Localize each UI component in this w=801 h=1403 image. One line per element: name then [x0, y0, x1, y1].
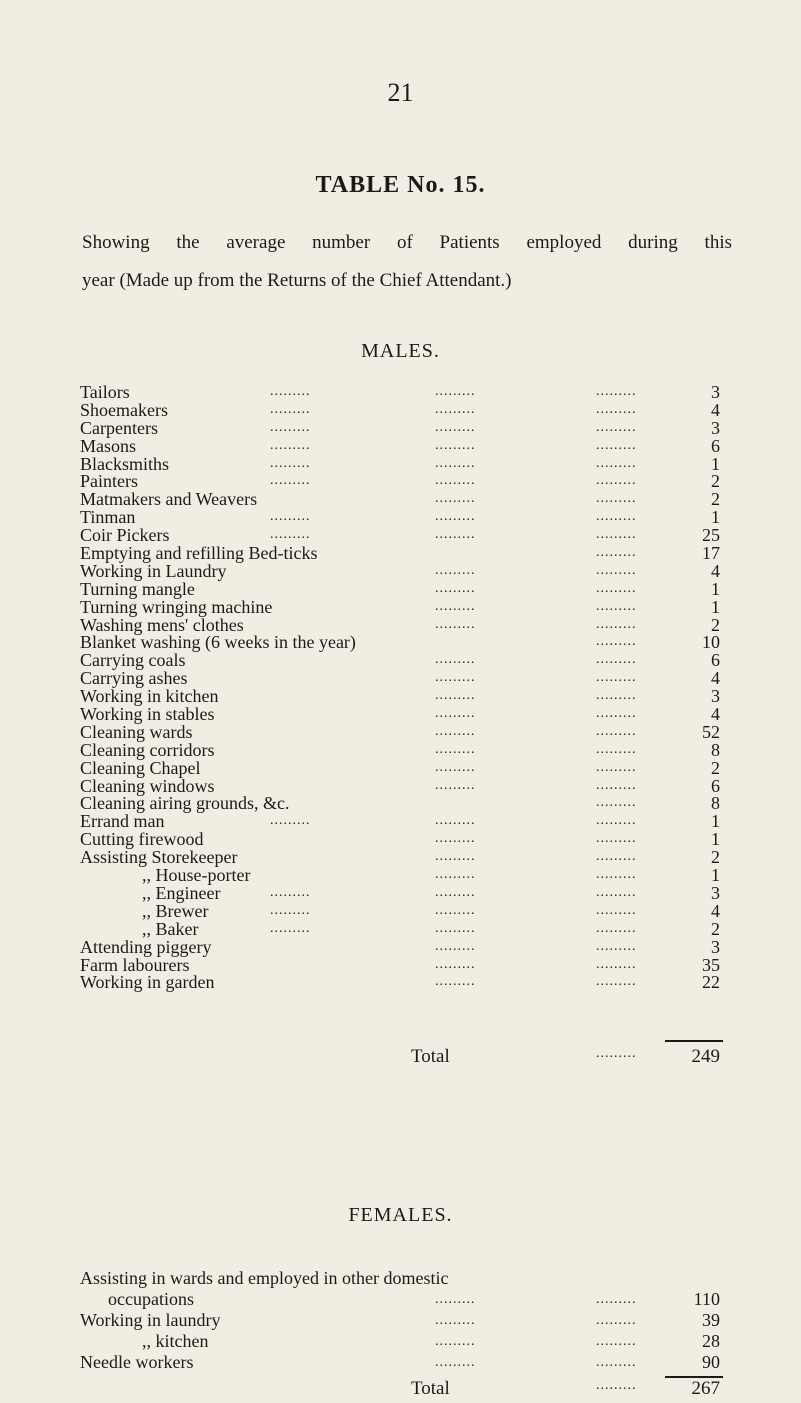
table-row: [80, 633, 720, 651]
table-row: [80, 956, 720, 974]
table-row: [80, 598, 720, 616]
leader-dots: .........: [596, 867, 637, 883]
patient-count: 3: [711, 936, 720, 957]
leader-dots: .........: [596, 527, 637, 543]
leader-dots: .........: [596, 401, 637, 417]
leader-dots: .........: [596, 1378, 637, 1393]
leader-dots: .........: [435, 759, 476, 775]
leader-dots: .........: [270, 419, 311, 435]
leader-dots: .........: [596, 634, 637, 650]
patient-count: 17: [702, 543, 720, 564]
leader-dots: .........: [435, 419, 476, 435]
page-number: 21: [387, 78, 414, 107]
occupation-label: Turning wringing machine: [80, 596, 273, 617]
leader-dots: .........: [270, 920, 311, 936]
leader-dots: .........: [596, 1313, 637, 1328]
occupation-label: Carrying ashes: [80, 668, 188, 689]
table-row: [80, 419, 720, 437]
leader-dots: .........: [435, 956, 476, 972]
patient-count: 8: [711, 739, 720, 760]
leader-dots: .........: [435, 741, 476, 757]
patient-count: 52: [702, 721, 720, 742]
occupation-label: Cleaning windows: [80, 775, 215, 796]
patient-count: 2: [711, 918, 720, 939]
patient-count: 2: [711, 847, 720, 868]
table-row: [80, 580, 720, 598]
leader-dots: .........: [596, 777, 637, 793]
leader-dots: .........: [596, 652, 637, 668]
leader-dots: .........: [596, 759, 637, 775]
leader-dots: .........: [435, 527, 476, 543]
leader-dots: .........: [596, 1334, 637, 1349]
table-row: [80, 687, 720, 705]
leader-dots: .........: [596, 902, 637, 918]
leader-dots: .........: [435, 688, 476, 704]
leader-dots: .........: [596, 473, 637, 489]
patient-count: 1: [711, 865, 720, 886]
leader-dots: .........: [270, 437, 311, 453]
table-row: [80, 1268, 720, 1289]
patient-count: 25: [702, 525, 720, 546]
occupation-label: Working in garden: [80, 972, 215, 993]
table-row: [80, 616, 720, 634]
leader-dots: .........: [270, 509, 311, 525]
patient-count: 4: [711, 704, 720, 725]
patient-count: 1: [711, 811, 720, 832]
leader-dots: .........: [435, 580, 476, 596]
table-caption: [82, 224, 732, 300]
table-row: [80, 830, 720, 848]
patient-count: 4: [711, 399, 720, 420]
males-table: [80, 383, 720, 991]
leader-dots: .........: [435, 509, 476, 525]
occupation-label: Blacksmiths: [80, 453, 169, 474]
leader-dots: .........: [435, 849, 476, 865]
patient-count: 3: [711, 382, 720, 402]
occupation-label: Tinman: [80, 507, 136, 528]
table-row: [80, 902, 720, 920]
leader-dots: .........: [435, 884, 476, 900]
occupation-label: Needle workers: [80, 1352, 194, 1372]
patient-count: 10: [702, 632, 720, 653]
table-row: [80, 848, 720, 866]
leader-dots: .........: [435, 974, 476, 990]
males-heading: MALES.: [361, 340, 440, 362]
leader-dots: .........: [435, 455, 476, 471]
occupation-label: occupations: [108, 1289, 194, 1309]
leader-dots: .........: [435, 902, 476, 918]
leader-dots: .........: [435, 777, 476, 793]
table-row: [80, 437, 720, 455]
table-row: [80, 383, 720, 401]
leader-dots: .........: [596, 795, 637, 811]
occupation-label: ,, Brewer: [142, 900, 209, 921]
table-title: TABLE No. 15.: [315, 172, 486, 198]
caption-line-2: year (Made up from the Returns of the Chief Attendant.): [82, 270, 512, 291]
table-row: [80, 669, 720, 687]
occupation-label: Cleaning corridors: [80, 739, 215, 760]
patient-count: 90: [702, 1352, 720, 1372]
patient-count: 1: [711, 578, 720, 599]
leader-dots: .........: [435, 652, 476, 668]
leader-dots: .........: [596, 1046, 637, 1061]
leader-dots: .........: [596, 562, 637, 578]
patient-count: 8: [711, 793, 720, 814]
leader-dots: .........: [435, 1313, 476, 1328]
occupation-label: ,, Baker: [142, 918, 199, 939]
leader-dots: .........: [596, 616, 637, 632]
table-row: [80, 651, 720, 669]
leader-dots: .........: [270, 455, 311, 471]
table-row: [80, 759, 720, 777]
leader-dots: .........: [435, 867, 476, 883]
leader-dots: .........: [596, 419, 637, 435]
leader-dots: .........: [435, 1355, 476, 1370]
leader-dots: .........: [435, 813, 476, 829]
leader-dots: .........: [596, 670, 637, 686]
leader-dots: .........: [435, 437, 476, 453]
patient-count: 22: [702, 972, 720, 993]
leader-dots: .........: [435, 938, 476, 954]
leader-dots: .........: [596, 688, 637, 704]
leader-dots: .........: [435, 384, 476, 399]
patient-count: 1: [711, 829, 720, 850]
table-row: [80, 938, 720, 956]
occupation-label: Cleaning airing grounds, &c.: [80, 793, 290, 814]
table-row: [80, 508, 720, 526]
patient-count: 6: [711, 650, 720, 671]
leader-dots: .........: [435, 706, 476, 722]
occupation-label: Painters: [80, 471, 138, 492]
patient-count: 3: [711, 686, 720, 707]
leader-dots: .........: [596, 920, 637, 936]
patient-count: 2: [711, 471, 720, 492]
occupation-label: Matmakers and Weavers: [80, 489, 258, 510]
leader-dots: .........: [596, 491, 637, 507]
leader-dots: .........: [596, 1355, 637, 1370]
females-total-label: Total: [411, 1378, 450, 1399]
occupation-label: Working in Laundry: [80, 560, 227, 581]
leader-dots: .........: [435, 491, 476, 507]
leader-dots: .........: [435, 401, 476, 417]
patient-count: 1: [711, 507, 720, 528]
leader-dots: .........: [270, 384, 311, 399]
occupation-label: Assisting Storekeeper: [80, 847, 238, 868]
leader-dots: .........: [596, 545, 637, 561]
table-row: [80, 920, 720, 938]
table-row: [80, 812, 720, 830]
leader-dots: .........: [270, 813, 311, 829]
patient-count: 3: [711, 882, 720, 903]
patient-count: 4: [711, 560, 720, 581]
table-row: [80, 866, 720, 884]
patient-count: 28: [702, 1331, 720, 1351]
leader-dots: .........: [596, 455, 637, 471]
leader-dots: .........: [270, 401, 311, 417]
patient-count: 2: [711, 614, 720, 635]
leader-dots: .........: [435, 920, 476, 936]
leader-dots: .........: [270, 902, 311, 918]
occupation-label: Turning mangle: [80, 578, 195, 599]
occupation-label: ,, kitchen: [142, 1331, 209, 1351]
leader-dots: .........: [596, 956, 637, 972]
occupation-label: Tailors: [80, 382, 130, 402]
table-row: [80, 723, 720, 741]
table-row: [80, 1331, 720, 1352]
leader-dots: .........: [596, 598, 637, 614]
table-row: [80, 455, 720, 473]
females-heading: FEMALES.: [348, 1204, 453, 1226]
males-total-rule: [665, 1040, 723, 1042]
patient-count: 2: [711, 757, 720, 778]
table-row: [80, 794, 720, 812]
males-total-label: Total: [411, 1046, 450, 1067]
leader-dots: .........: [435, 598, 476, 614]
leader-dots: .........: [596, 849, 637, 865]
occupation-label: Coir Pickers: [80, 525, 170, 546]
patient-count: 6: [711, 775, 720, 796]
occupation-label: Working in laundry: [80, 1310, 221, 1330]
leader-dots: .........: [435, 1334, 476, 1349]
table-row: [80, 777, 720, 795]
table-row: [80, 1310, 720, 1331]
leader-dots: .........: [435, 473, 476, 489]
leader-dots: .........: [435, 723, 476, 739]
table-row: [80, 526, 720, 544]
table-row: [80, 741, 720, 759]
table-row: [80, 490, 720, 508]
occupation-label: Carpenters: [80, 417, 158, 438]
occupation-label: Cleaning Chapel: [80, 757, 201, 778]
occupation-label: Attending piggery: [80, 936, 212, 957]
occupation-label: Masons: [80, 435, 137, 456]
patient-count: 39: [702, 1310, 720, 1330]
caption-line-1: Showing the average number of Patients employed during this: [82, 232, 732, 253]
occupation-label: Working in kitchen: [80, 686, 219, 707]
occupation-label: Blanket washing (6 weeks in the year): [80, 632, 356, 653]
leader-dots: .........: [596, 706, 637, 722]
leader-dots: .........: [435, 562, 476, 578]
occupation-label: Shoemakers: [80, 399, 168, 420]
leader-dots: .........: [435, 616, 476, 632]
table-row: [80, 401, 720, 419]
occupation-label: ,, Engineer: [142, 882, 221, 903]
occupation-label: Cutting firewood: [80, 829, 204, 850]
leader-dots: .........: [596, 437, 637, 453]
patient-count: 3: [711, 417, 720, 438]
table-row: [80, 544, 720, 562]
leader-dots: .........: [596, 384, 637, 399]
males-total-value: 249: [691, 1046, 720, 1067]
table-row: [80, 1352, 720, 1373]
leader-dots: .........: [596, 741, 637, 757]
table-row: [80, 472, 720, 490]
leader-dots: .........: [596, 938, 637, 954]
leader-dots: .........: [270, 527, 311, 543]
patient-count: 4: [711, 900, 720, 921]
occupation-label: Working in stables: [80, 704, 215, 725]
leader-dots: .........: [596, 974, 637, 990]
patient-count: 1: [711, 596, 720, 617]
leader-dots: .........: [435, 1292, 476, 1307]
patient-count: 35: [702, 954, 720, 975]
occupation-label: Cleaning wards: [80, 721, 193, 742]
occupation-label: Carrying coals: [80, 650, 186, 671]
leader-dots: .........: [435, 831, 476, 847]
table-row: [80, 1289, 720, 1310]
leader-dots: .........: [596, 509, 637, 525]
leader-dots: .........: [596, 831, 637, 847]
leader-dots: .........: [596, 813, 637, 829]
table-row: [80, 562, 720, 580]
patient-count: 6: [711, 435, 720, 456]
occupation-label: Washing mens' clothes: [80, 614, 244, 635]
leader-dots: .........: [596, 580, 637, 596]
females-table: [80, 1268, 720, 1373]
leader-dots: .........: [270, 473, 311, 489]
table-row: [80, 884, 720, 902]
leader-dots: .........: [435, 670, 476, 686]
leader-dots: .........: [596, 723, 637, 739]
table-row: [80, 973, 720, 991]
table-row: [80, 705, 720, 723]
occupation-label: ,, House-porter: [142, 865, 251, 886]
occupation-label: Errand man: [80, 811, 165, 832]
patient-count: 2: [711, 489, 720, 510]
females-total-value: 267: [691, 1378, 720, 1399]
leader-dots: .........: [270, 884, 311, 900]
patient-count: 1: [711, 453, 720, 474]
occupation-label: Farm labourers: [80, 954, 190, 975]
leader-dots: .........: [596, 1292, 637, 1307]
occupation-label: Emptying and refilling Bed-ticks: [80, 543, 318, 564]
occupation-label: Assisting in wards and employed in other domestic: [80, 1268, 449, 1288]
patient-count: 110: [693, 1289, 720, 1309]
patient-count: 4: [711, 668, 720, 689]
leader-dots: .........: [596, 884, 637, 900]
